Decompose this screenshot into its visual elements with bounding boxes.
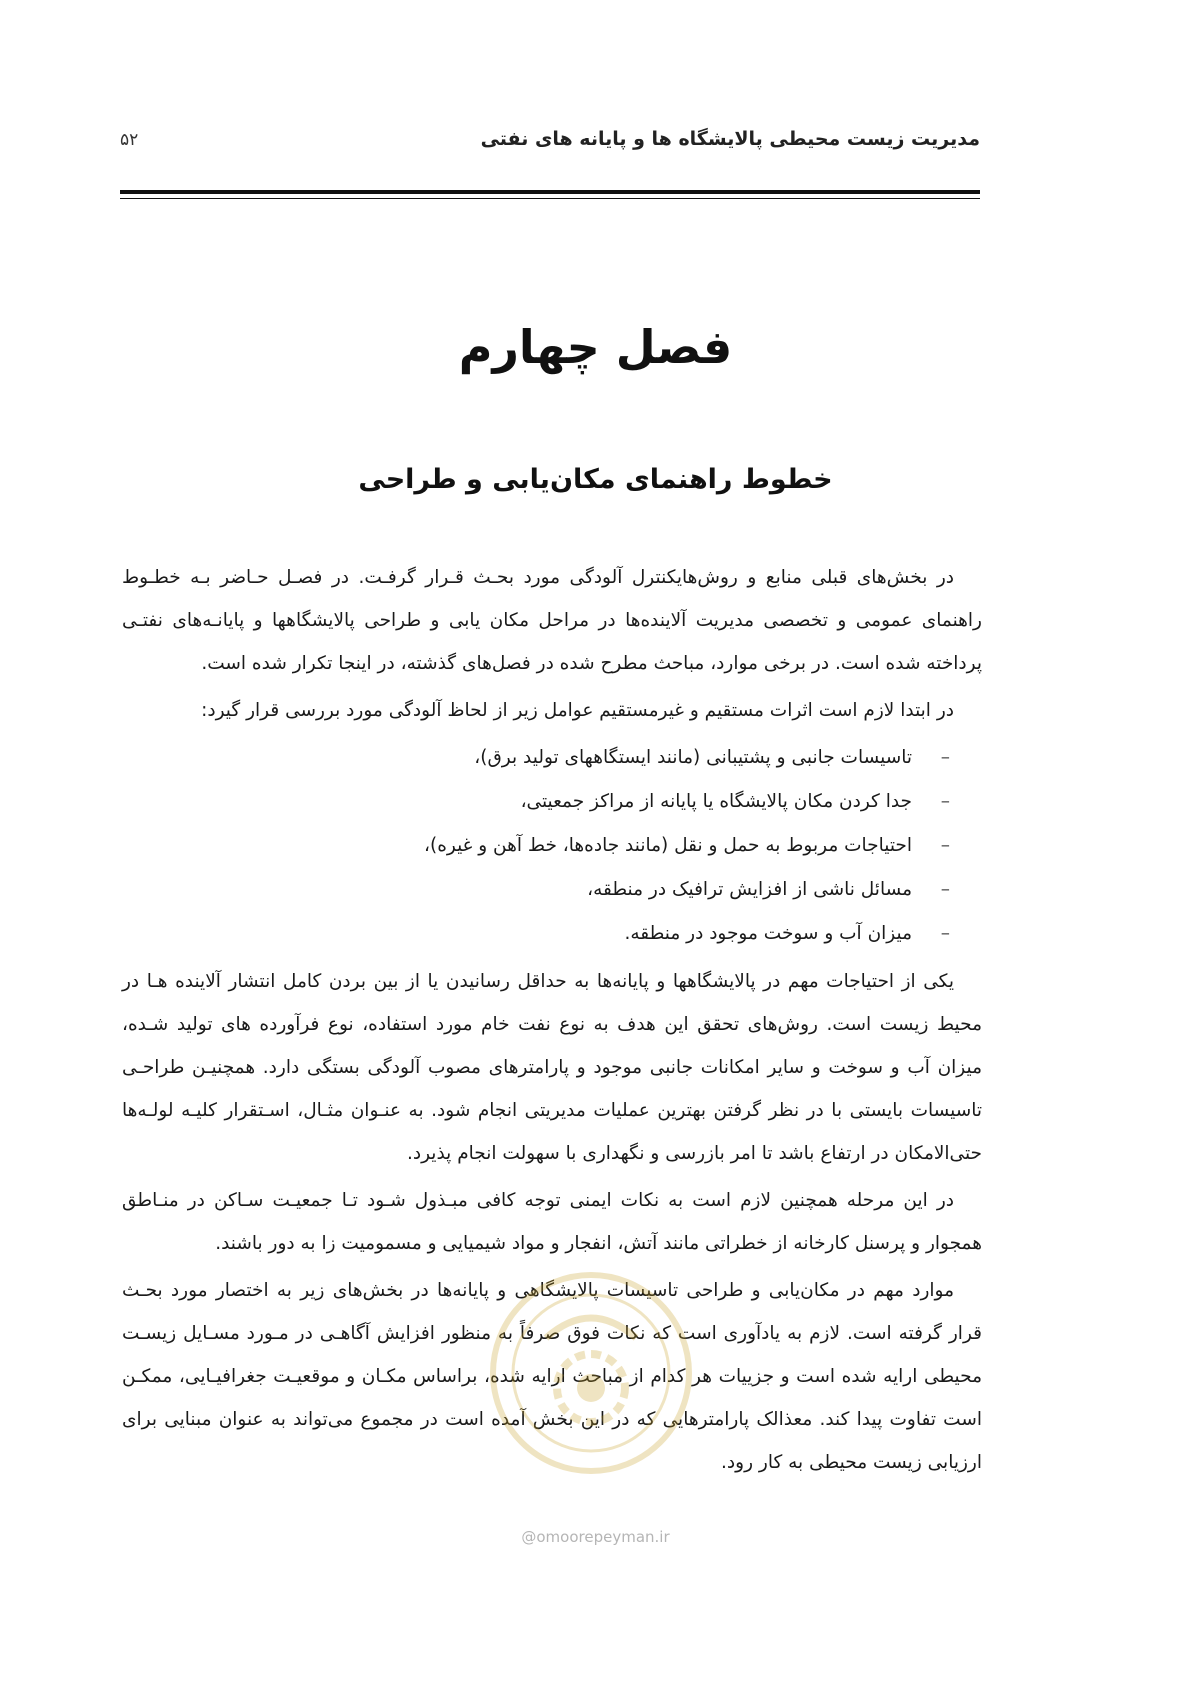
list-item (122, 824, 950, 868)
paragraph-2: در ابتدا لازم است اثرات مستقیم و غیرمستقیم عوامل زیر از لحاظ آلودگی مورد بررسی قرار گیرد: (201, 700, 954, 721)
dash-icon: – (940, 791, 950, 812)
list-item (122, 868, 950, 912)
dash-icon: – (940, 923, 950, 944)
body-text (122, 556, 982, 1488)
site-url-watermark: @omoorepeyman.ir (521, 1528, 670, 1546)
paragraph-4: در این مرحله همچنین لازم است به نکات ایمنی توجه کافی مبـذول شـود تـا جمعیـت سـاکن در منـاطق همجوار و پرسنل کارخانه از خطراتی مانند آتش، انفجار و مواد شیمیایی و مسمومیت زا به دور باشند. (122, 1190, 982, 1254)
list-item (122, 736, 950, 780)
list-item-text: تاسیسات جانبی و پشتیبانی (مانند ایستگاههای تولید برق)، (474, 747, 912, 768)
chapter-title: فصل چهارم (458, 320, 733, 374)
list-item-text: مسائل ناشی از افزایش ترافیک در منطقه، (587, 879, 912, 900)
header-rule-thick (120, 190, 980, 194)
list-item-text: جدا کردن مکان پالایشگاه یا پایانه از مراکز جمعیتی، (520, 791, 912, 812)
chapter-subtitle: خطوط راهنمای مکان‌یابی و طراحی (358, 464, 833, 495)
dash-icon: – (940, 835, 950, 856)
list-item (122, 780, 950, 824)
list-item-text: میزان آب و سوخت موجود در منطقه. (624, 923, 912, 944)
running-header (120, 128, 980, 168)
paragraph-3: یکی از احتیاجات مهم در پالایشگاهها و پایانه‌ها به حداقل رسانیدن یا از بین بردن کامل انتشار آلاینده هـا در محیط زیست است. روش‌های تحقق این هدف به نوع نفت خام مورد استفاده، نوع فرآورده های تولید شـده، میزان آب و سوخت و سایر امکانات جانبی موجود و پارامترهای مصوب آلودگی بستگی دارد. همچنیـن طراحـی تاسیسات بایستی با در نظر گرفتن بهترین عملیات مدیریتی انجام شود. به عنـوان مثـال، اسـتقرار کلیـه لولـه‌ها حتی‌الامکان در ارتفاع باشد تا امر بازرسی و نگهداری با سهولت انجام پذیرد. (122, 971, 982, 1164)
list-item (122, 912, 950, 956)
running-title: مدیریت زیست محیطی پالایشگاه ها و پایانه های نفتی (480, 128, 980, 150)
dash-icon: – (940, 747, 950, 768)
list-item-text: احتیاجات مربوط به حمل و نقل (مانند جاده‌ها، خط آهن و غیره)، (424, 835, 912, 856)
paragraph-5: موارد مهم در مکان‌یابی و طراحی تاسیسات پالایشگاهی و پایانه‌ها در بخش‌های زیر به اختصار مورد بحـث قرار گرفته است. لازم به یادآوری است که نکات فوق صرفاً به منظور افزایش آگاهـی در مـورد مسـایل زیسـت محیطی ارایه شده است و جزییات هر کدام از مباحث ارایه شده، براساس مکـان و موقعیـت جغرافیـایی، ممکـن است تفاوت پیدا کند. معذالک پارامترهایی که در این بخش آمده است در مجموع می‌تواند به عنوان مبنایی برای ارزیابی زیست محیطی به کار رود. (122, 1280, 982, 1473)
page-number: ۵۲ (120, 130, 139, 150)
dash-icon: – (940, 879, 950, 900)
header-rule-thin (120, 198, 980, 199)
paragraph-1: در بخش‌های قبلی منابع و روش‌هایکنترل آلودگی مورد بحـث قـرار گرفـت. در فصـل حـاضر بـه خطـوط راهنمای عمومی و تخصصی مدیریت آلاینده‌ها در مراحل مکان یابی و طراحی پالایشگاهها و پایانـه‌های نفتـی پرداخته شده است. در برخی موارد، مباحث مطرح شده در فصل‌های گذشته، در اینجا تکرار شده است. (122, 567, 982, 674)
factor-list (122, 736, 982, 956)
